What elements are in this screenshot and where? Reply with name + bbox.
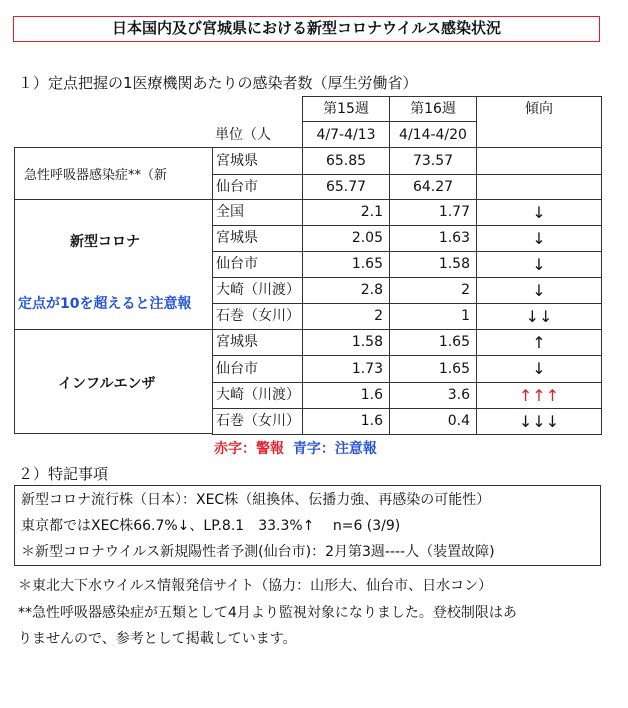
legend-blue: 青字：注意報 xyxy=(292,441,377,457)
ari-row-area: 宮城県 xyxy=(212,147,303,175)
covid-row-trend: ↓ xyxy=(476,199,602,226)
covid-row-w15: 2.1 xyxy=(302,199,390,226)
flu-label: インフルエンザ xyxy=(58,376,156,392)
covid-row-w15: 1.65 xyxy=(302,251,390,278)
flu-row-w15: 1.6 xyxy=(302,408,390,435)
covid-row-trend: ↓↓ xyxy=(476,303,602,330)
covid-row-area: 大崎（川渡） xyxy=(212,277,303,304)
footnote-3: りませんので、参考として掲載しています。 xyxy=(18,631,297,647)
covid-advisory-note: 定点が10を超えると注意報 xyxy=(18,296,192,312)
covid-row-trend: ↓ xyxy=(476,277,602,304)
note-line-1: 新型コロナ流行株（日本）：XEC株（組換体、伝播力強、再感染の可能性） xyxy=(21,492,491,508)
legend-red: 赤字：警報 xyxy=(214,441,284,457)
ari-row-w16: 64.27 xyxy=(389,174,477,201)
note-line-2: 東京都ではXEC株66.7%↓、LP.8.1 33.3%↑ n=6 (3/9) xyxy=(21,518,401,534)
ari-row-w15: 65.77 xyxy=(302,174,390,201)
covid-row-trend: ↓ xyxy=(476,251,602,278)
flu-row-w15: 1.6 xyxy=(302,382,390,409)
flu-row-w16: 3.6 xyxy=(389,382,477,409)
flu-row-w15: 1.73 xyxy=(302,355,390,383)
flu-row-w15: 1.58 xyxy=(302,329,390,356)
section1-heading: １）定点把握の1医療機関あたりの感染者数（厚生労働省） xyxy=(18,74,418,92)
covid-row-w15: 2.05 xyxy=(302,225,390,252)
flu-row-area: 宮城県 xyxy=(212,329,303,356)
special-notes-box xyxy=(14,485,601,566)
footnote-2: **急性呼吸器感染症が五類として4月より監視対象になりました。登校制限はあ xyxy=(18,605,517,621)
ari-row-w16: 73.57 xyxy=(389,147,477,175)
flu-row-area: 大崎（川渡） xyxy=(212,382,303,409)
covid-row-w16: 2 xyxy=(389,277,477,304)
covid-row-w15: 2 xyxy=(302,303,390,330)
covid-label: 新型コロナ xyxy=(70,234,140,250)
covid-row-w16: 1.58 xyxy=(389,251,477,278)
page-title: 日本国内及び宮城県における新型コロナウイルス感染状況 xyxy=(13,16,600,42)
covid-row-area: 石巻（女川） xyxy=(212,303,303,330)
header-range15: 4/7-4/13 xyxy=(302,121,390,148)
legend xyxy=(214,438,377,458)
section2-heading: ２）特記事項 xyxy=(18,465,109,483)
ari-row-trend xyxy=(476,174,602,201)
header-range16: 4/14-4/20 xyxy=(389,121,477,148)
header-trend: 傾向 xyxy=(476,96,602,148)
covid-row-w16: 1.77 xyxy=(389,199,477,226)
flu-row-area: 石巻（女川） xyxy=(212,408,303,435)
covid-row-area: 全国 xyxy=(212,199,303,226)
footnote-1: ＊東北大下水ウイルス情報発信サイト（協力：山形大、仙台市、日水コン） xyxy=(18,578,493,594)
flu-row-w16: 1.65 xyxy=(389,355,477,383)
ari-label: 急性呼吸器感染症**（新 xyxy=(24,168,168,183)
covid-row-w16: 1.63 xyxy=(389,225,477,252)
covid-row-area: 仙台市 xyxy=(212,251,303,278)
ari-row-w15: 65.85 xyxy=(302,147,390,175)
flu-row-trend: ↑ xyxy=(476,329,602,356)
header-week15: 第15週 xyxy=(302,96,390,122)
flu-row-area: 仙台市 xyxy=(212,355,303,383)
ari-row-trend xyxy=(476,147,602,175)
ari-row-area: 仙台市 xyxy=(212,174,303,201)
flu-row-w16: 0.4 xyxy=(389,408,477,435)
covid-row-w16: 1 xyxy=(389,303,477,330)
flu-row-trend: ↓↓↓ xyxy=(476,408,602,435)
unit-label: 単位（人 xyxy=(215,127,271,143)
header-week16: 第16週 xyxy=(389,96,477,122)
covid-row-area: 宮城県 xyxy=(212,225,303,252)
flu-row-trend: ↑↑↑ xyxy=(476,382,602,409)
covid-row-w15: 2.8 xyxy=(302,277,390,304)
covid-row-trend: ↓ xyxy=(476,225,602,252)
note-line-3: ＊新型コロナウイルス新規陽性者予測(仙台市)：2月第3週----人（装置故障) xyxy=(21,544,495,560)
flu-row-trend: ↓ xyxy=(476,355,602,383)
flu-row-w16: 1.65 xyxy=(389,329,477,356)
